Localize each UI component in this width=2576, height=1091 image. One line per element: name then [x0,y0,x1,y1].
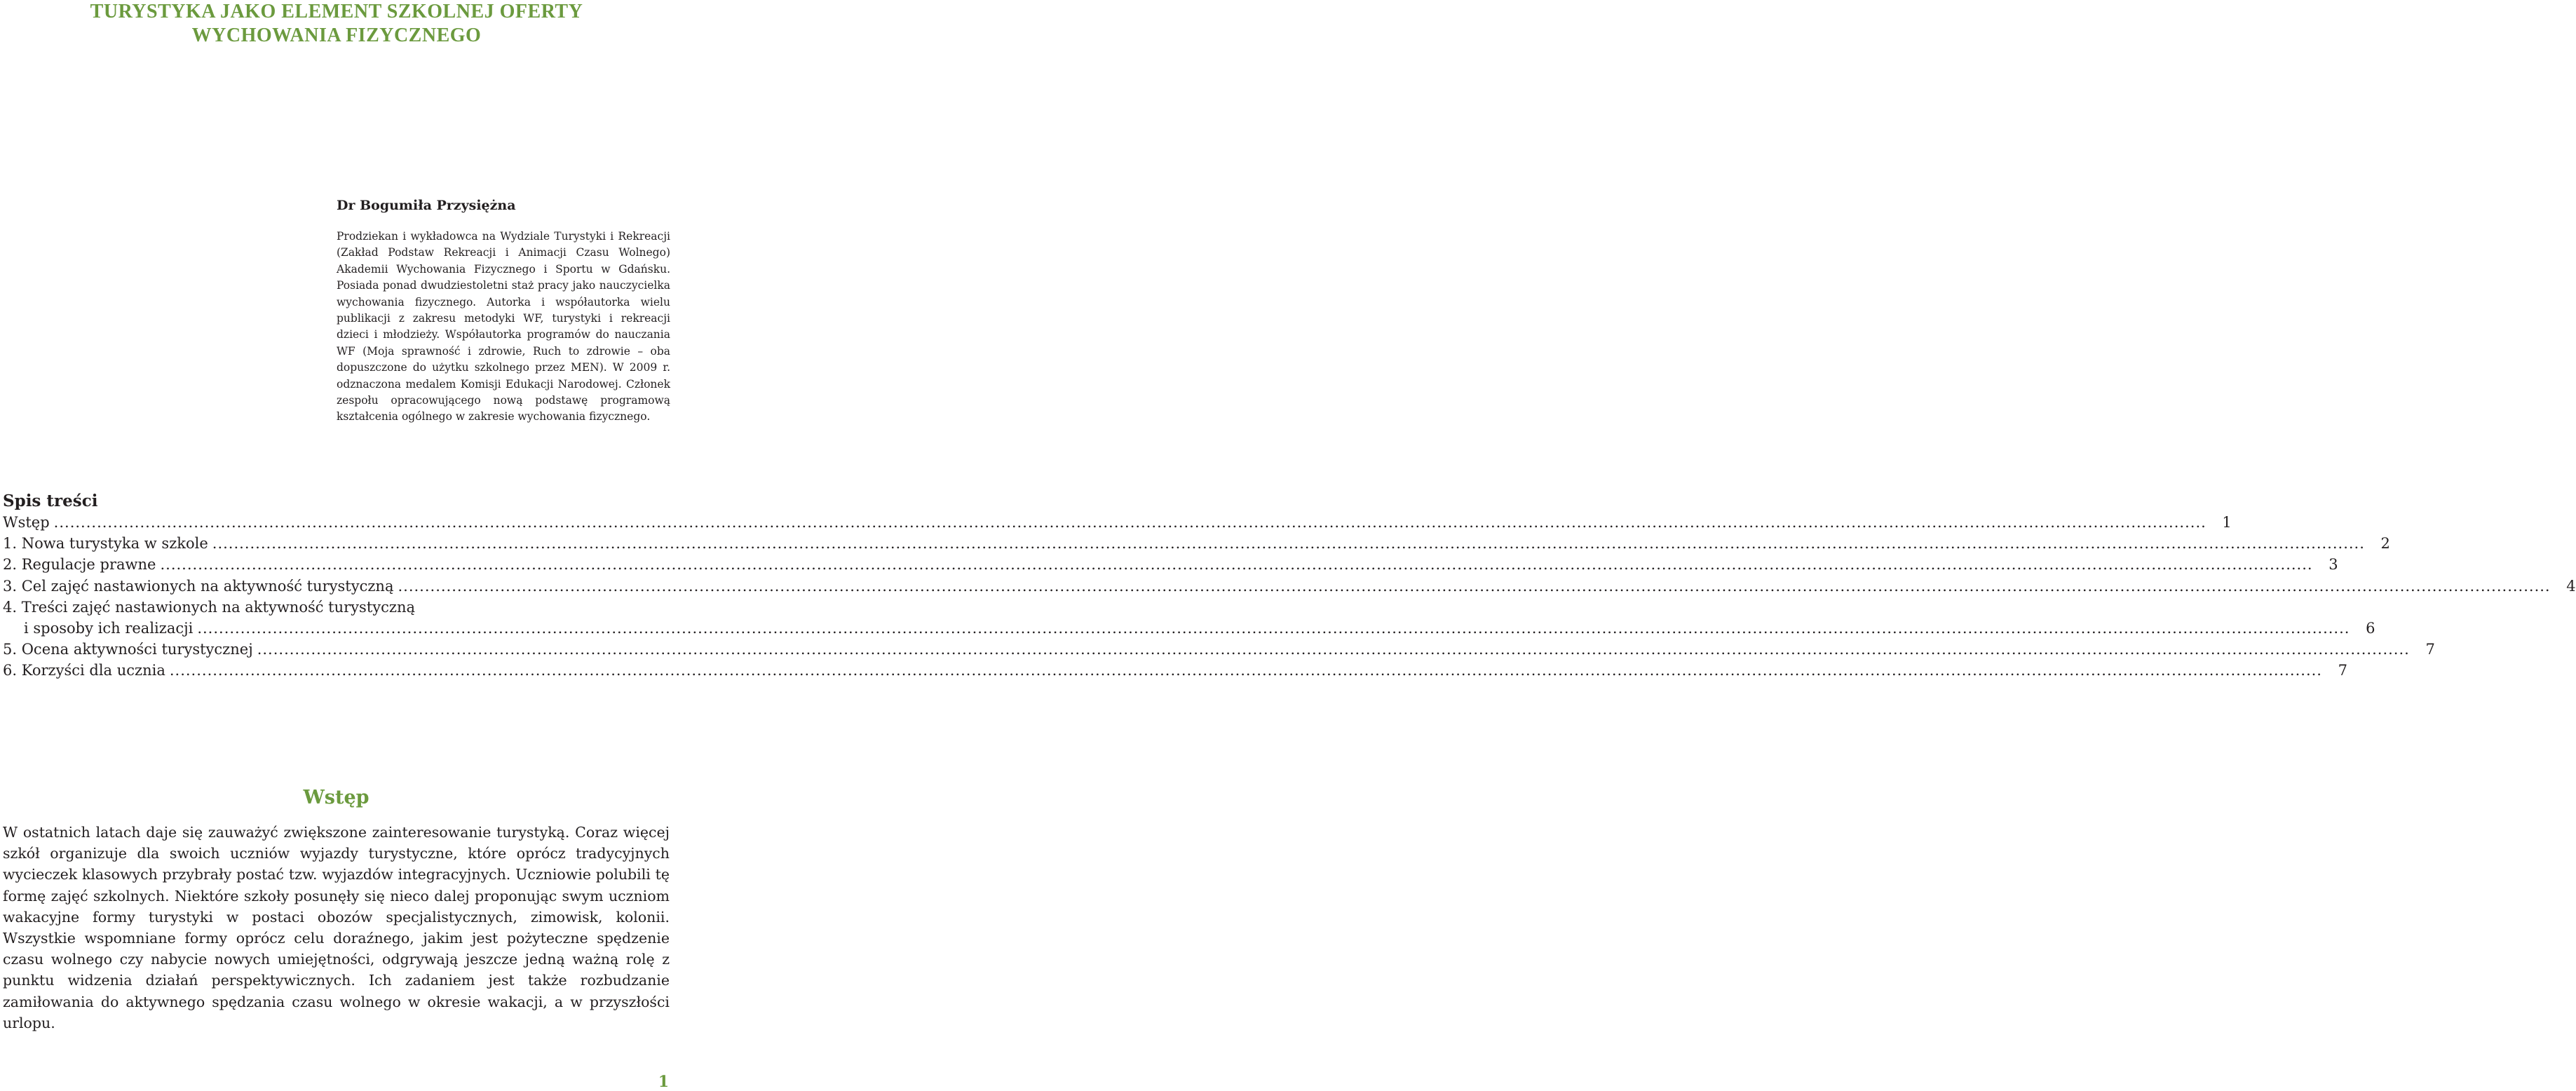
toc-entry-row [3,639,2435,660]
toc-entry[interactable] [3,554,2338,575]
toc-entry-page: 6 [2366,620,2375,637]
toc-entry-title: Nowa turystyka w szkole [21,535,208,553]
toc-dot-leader: ................................................................................................................................................................................................................................................................................................................................................................................................................ [197,620,2350,637]
toc-dot-leader: ................................................................................................................................................................................................................................................................................................................................................................................................................ [398,577,2551,595]
toc-dot-leader: ................................................................................................................................................................................................................................................................................................................................................................................................................ [257,641,2410,658]
toc-entry-row [3,660,2347,681]
toc-entry-number: 3. [3,577,22,595]
intro-section [3,785,670,1034]
table-of-contents [3,491,2576,682]
toc-entry[interactable] [3,660,2347,681]
toc-entry-page: 7 [2425,641,2435,658]
toc-entry-title: Cel zajęć nastawionych na aktywność turystyczną [21,577,394,595]
toc-entry-number: 5. [3,641,22,658]
toc-entry-row [3,576,2576,597]
toc-entry-page: 2 [2380,535,2390,553]
toc-entry-page: 3 [2328,556,2338,574]
toc-entry-row [3,533,2390,554]
page-number: 1 [658,1073,669,1091]
toc-entry-number: 2. [3,556,22,574]
toc-entry[interactable] [3,639,2435,660]
toc-entry-page: 7 [2338,662,2347,679]
toc-entry[interactable] [3,512,2232,533]
toc-entry[interactable] [3,576,2576,597]
title-line: WYCHOWANIA FIZYCZNEGO [191,25,482,46]
author-bio-text: Prodziekan i wykładowca na Wydziale Turystyki i Rekreacji (Zakład Podstaw Rekreacji i Animacji Czasu Wolnego) Akademii Wychowania Fizycznego i Sportu w Gdańsku. Posiada ponad dwudziestoletni staż pracy jako nauczycielka wychowania fizycznego. Autorka i współautorka wielu publikacji z zakresu metodyki WF, turystyki i rekreacji dzieci i młodzieży. Współautorka programów do nauczania WF (Moja sprawność i zdrowie, Ruch to zdrowie – oba dopuszczone do użytku szkolnego przez MEN). W 2009 r. odznaczona medalem Komisji Edukacji Narodowej. Członek zespołu opracowującego nową podstawę programową kształcenia ogólnego w zakresie wychowania fizycznego. [337,230,670,423]
toc-entry-row [3,512,2232,533]
toc-entry[interactable] [3,533,2390,554]
toc-heading: Spis treści [3,492,98,510]
toc-entry-number: 1. [3,535,22,553]
toc-dot-leader: ................................................................................................................................................................................................................................................................................................................................................................................................................ [160,556,2313,574]
toc-entry-number: 6. [3,662,22,679]
toc-entry-row [3,618,2375,639]
toc-entry-page: 1 [2222,514,2232,531]
toc-list [3,512,2576,682]
toc-entry-title: Ocena aktywności turystycznej [21,641,253,658]
toc-dot-leader: ................................................................................................................................................................................................................................................................................................................................................................................................................ [53,514,2206,531]
toc-entry-row [3,554,2338,575]
toc-dot-leader: ................................................................................................................................................................................................................................................................................................................................................................................................................ [169,662,2322,679]
author-bio [337,196,670,426]
toc-entry-number: 4. [3,598,22,616]
toc-entry-title: i sposoby ich realizacji [24,620,194,637]
toc-entry-title: Regulacje prawne [21,556,156,574]
toc-entry-title: Wstęp [3,514,50,531]
intro-heading: Wstęp [303,787,370,808]
title-line: TURYSTYKA JAKO ELEMENT SZKOLNEJ OFERTY [90,1,583,22]
document-title [0,0,673,48]
toc-entry[interactable] [3,597,2375,639]
toc-entry-row [3,597,667,618]
intro-paragraph: W ostatnich latach daje się zauważyć zwiększone zainteresowanie turystyką. Coraz więcej szkół organizuje dla swoich uczniów wyjazdy turystyczne, które oprócz tradycyjnych wycieczek klasowych przybrały postać tzw. wyjazdów integracyjnych. Uczniowie polubili tę formę zajęć szkolnych. Niektóre szkoły posunęły się nieco dalej proponując swym uczniom wakacyjne formy turystyki w postaci obozów specjalistycznych, zimowisk, kolonii. Wszystkie wspomniane formy oprócz celu doraźnego, jakim jest pożyteczne spędzenie czasu wolnego czy nabycie nowych umiejętności, odgrywają jeszcze jedną ważną rolę z punktu widzenia działań perspektywicznych. Ich zadaniem jest także rozbudzanie zamiłowania do aktywnego spędzania czasu wolnego w okresie wakacji, a w przyszłości urlopu. [3,824,670,1031]
toc-entry-title: Treści zajęć nastawionych na aktywność turystyczną [21,598,415,616]
toc-dot-leader: ................................................................................................................................................................................................................................................................................................................................................................................................................ [212,535,2365,553]
toc-entry-page: 4 [2566,577,2576,595]
author-name: Dr Bogumiła Przysiężna [337,198,516,213]
toc-entry-title: Korzyści dla ucznia [21,662,165,679]
